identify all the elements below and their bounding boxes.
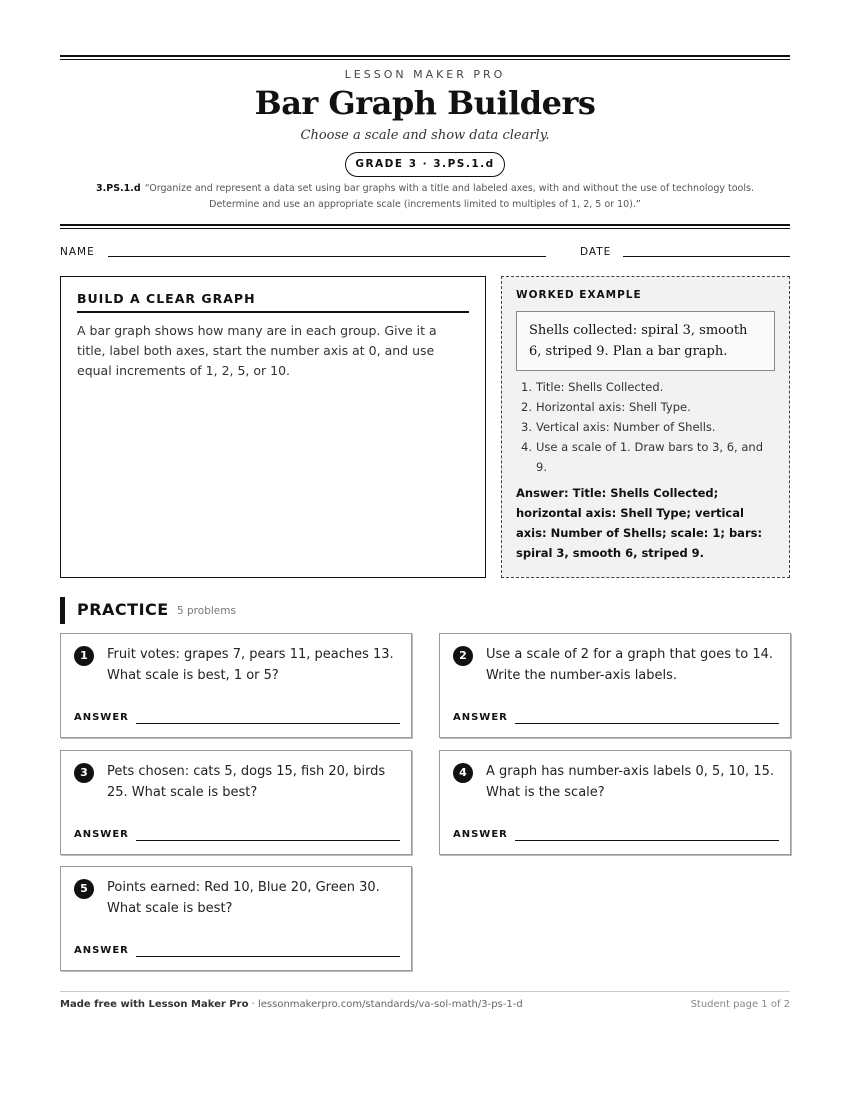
answer-label: ANSWER [74, 945, 129, 956]
example-step: 1. Title: Shells Collected. [521, 380, 664, 394]
worksheet-page [60, 0, 790, 1100]
practice-problem-4 [439, 750, 791, 855]
problem-text: Fruit votes: grapes 7, pears 11, peaches 13. What scale is best, 1 or 5? [107, 647, 394, 683]
answer-label: ANSWER [453, 712, 508, 723]
footer-url[interactable]: · lessonmakerpro.com/standards/va-sol-math/3-ps-1-d [248, 999, 523, 1010]
practice-count: 5 problems [177, 605, 236, 617]
answer-line[interactable] [136, 956, 400, 957]
problem-number-badge: 2 [453, 646, 473, 666]
answer-label: ANSWER [453, 829, 508, 840]
practice-problem-3 [60, 750, 412, 855]
problem-text: Use a scale of 2 for a graph that goes to 14. Write the number-axis labels. [486, 647, 774, 683]
worked-example-steps [516, 377, 775, 477]
answer-line[interactable] [136, 840, 400, 841]
worksheet-title: Bar Graph Builders [254, 84, 596, 122]
name-label: NAME [60, 246, 95, 258]
practice-accent-bar [60, 597, 65, 624]
standard-description [70, 181, 780, 213]
brand-name: LESSON MAKER PRO [344, 68, 506, 81]
worked-example-panel [501, 276, 790, 578]
problem-text: A graph has number-axis labels 0, 5, 10, 15. What is the scale? [486, 764, 774, 800]
build-graph-title: BUILD A CLEAR GRAPH [77, 291, 469, 313]
header-bottom-double-rule [60, 224, 790, 229]
footer-credit [60, 999, 523, 1010]
answer-line[interactable] [515, 723, 779, 724]
standard-text: “Organize and represent a data set using bar graphs with a title and labeled axes, with and without the use of technology tools. Determine and use an appropriate scale (increments limited to multiples of 1, 2, 5 or 10).” [144, 183, 754, 210]
name-line[interactable] [108, 256, 546, 257]
problem-number-badge: 1 [74, 646, 94, 666]
practice-problem-5 [60, 866, 412, 971]
problem-text: Pets chosen: cats 5, dogs 15, fish 20, birds 25. What scale is best? [107, 764, 386, 800]
worked-example-problem: Shells collected: spiral 3, smooth 6, striped 9. Plan a bar graph. [516, 311, 775, 371]
answer-line[interactable] [136, 723, 400, 724]
practice-problem-2 [439, 633, 791, 738]
worked-example-title: WORKED EXAMPLE [516, 289, 642, 301]
problem-text: Points earned: Red 10, Blue 20, Green 30. What scale is best? [107, 880, 380, 916]
example-step: 4. Use a scale of 1. Draw bars to 3, 6, and 9. [521, 440, 764, 474]
grade-badge: GRADE 3 · 3.PS.1.d [345, 152, 505, 177]
footer-rule [60, 991, 790, 992]
problem-number-badge: 5 [74, 879, 94, 899]
answer-line[interactable] [515, 840, 779, 841]
worked-example-answer: Answer: Title: Shells Collected; horizontal axis: Shell Type; vertical axis: Number of Shells; scale: 1; bars: spiral 3, smooth 6, striped 9. [516, 486, 763, 560]
date-line[interactable] [623, 256, 790, 257]
build-graph-panel [60, 276, 486, 578]
example-step: 2. Horizontal axis: Shell Type. [521, 400, 691, 414]
standard-code: 3.PS.1.d [96, 183, 141, 194]
problem-number-badge: 3 [74, 763, 94, 783]
example-step: 3. Vertical axis: Number of Shells. [521, 420, 716, 434]
top-double-rule [60, 55, 790, 60]
answer-label: ANSWER [74, 829, 129, 840]
worksheet-subtitle: Choose a scale and show data clearly. [300, 128, 550, 143]
answer-label: ANSWER [74, 712, 129, 723]
practice-title: PRACTICE [77, 600, 169, 619]
practice-problem-1 [60, 633, 412, 738]
footer-page-number: Student page 1 of 2 [690, 999, 790, 1010]
footer-made-with: Made free with Lesson Maker Pro [60, 999, 249, 1010]
date-label: DATE [580, 246, 612, 258]
build-graph-text: A bar graph shows how many are in each group. Give it a title, label both axes, start the number axis at 0, and use equal increments of 1, 2, 5, or 10. [77, 323, 437, 378]
problem-number-badge: 4 [453, 763, 473, 783]
